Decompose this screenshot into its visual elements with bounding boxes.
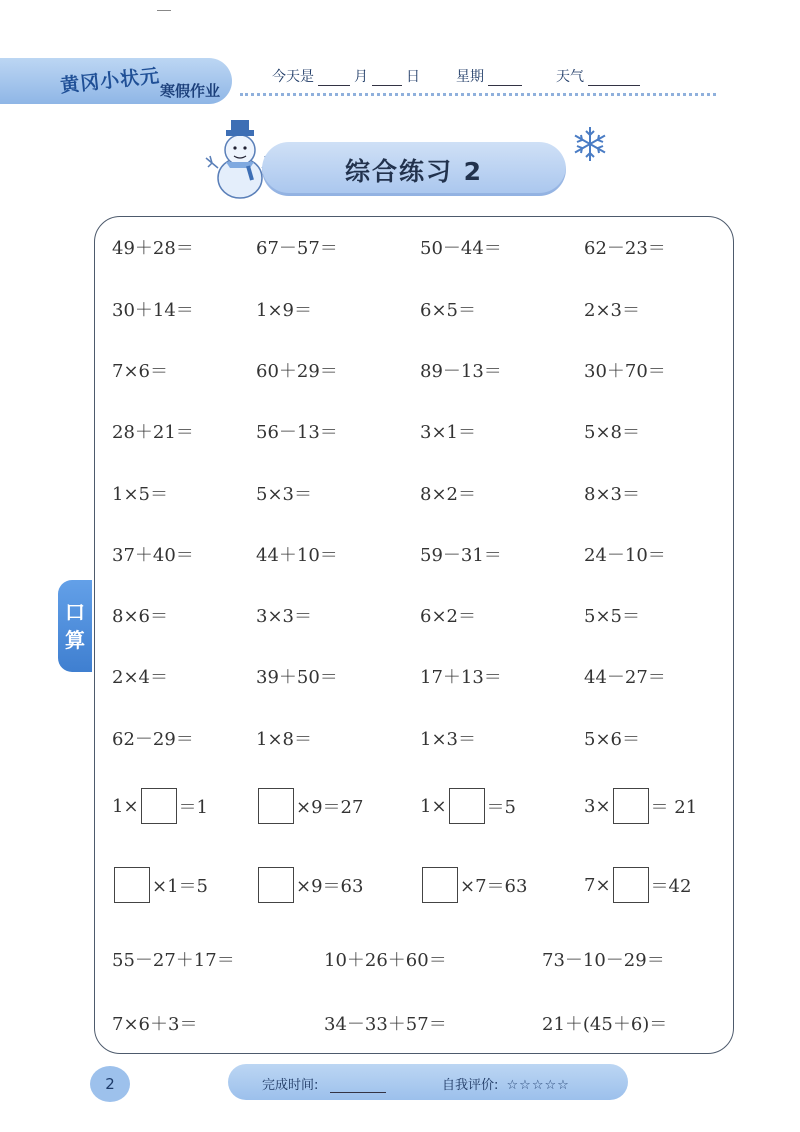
- fill-in-problem: [256, 867, 363, 903]
- answer-box[interactable]: [114, 867, 150, 903]
- problem: 8×6＝: [112, 606, 168, 627]
- fill-in-problem: [584, 788, 697, 824]
- snowflake-icon: [570, 124, 610, 164]
- self-evaluation: [442, 1074, 570, 1093]
- problem: 50－44＝: [420, 238, 502, 259]
- problem: 5×3＝: [256, 484, 312, 505]
- problem-after: ＝5: [486, 797, 516, 818]
- answer-box[interactable]: [613, 867, 649, 903]
- problem: 6×5＝: [420, 300, 476, 321]
- problem: 30＋14＝: [112, 300, 194, 321]
- fill-in-problem: [256, 788, 363, 824]
- completion-time-label: 完成时间:: [262, 1078, 319, 1093]
- completion-time: [262, 1074, 390, 1093]
- problem: 6×2＝: [420, 606, 476, 627]
- subtitle: 寒假作业: [160, 82, 221, 100]
- problem-before: 3×: [584, 795, 611, 817]
- answer-box[interactable]: [613, 788, 649, 824]
- problem: 1×3＝: [420, 729, 476, 750]
- problem: 5×6＝: [584, 729, 640, 750]
- answer-box[interactable]: [422, 867, 458, 903]
- page-title: 综合练习 2: [344, 157, 484, 186]
- page-number: 2: [90, 1066, 130, 1102]
- problem: 1×8＝: [256, 729, 312, 750]
- answer-box[interactable]: [449, 788, 485, 824]
- mixed-problem: 73－10－29＝: [542, 950, 665, 971]
- problem: 67－57＝: [256, 238, 338, 259]
- top-mark: [157, 10, 171, 11]
- weekday-field: [456, 66, 526, 86]
- weekday-label: 星期: [456, 69, 484, 85]
- problem: 89－13＝: [420, 361, 502, 382]
- completion-time-blank[interactable]: [330, 1078, 386, 1093]
- problem-before: 1×: [420, 795, 447, 817]
- problem: 28＋21＝: [112, 422, 194, 443]
- problem: 2×4＝: [112, 667, 168, 688]
- problem: 7×6＝: [112, 361, 168, 382]
- mixed-problem: 55－27＋17＝: [112, 950, 235, 971]
- header-fields: [272, 66, 644, 86]
- answer-box[interactable]: [141, 788, 177, 824]
- problem-after: ＝1: [178, 797, 208, 818]
- fill-in-problem: [420, 788, 516, 824]
- problem: 2×3＝: [584, 300, 640, 321]
- side-tab-char-1: 口: [65, 600, 85, 624]
- weather-blank[interactable]: [588, 71, 640, 86]
- problem: 62－29＝: [112, 729, 194, 750]
- problem-before: 7×: [584, 874, 611, 896]
- problem-before: 1×: [112, 795, 139, 817]
- mixed-problem: 34－33＋57＝: [324, 1014, 447, 1035]
- problem: 44＋10＝: [256, 545, 338, 566]
- fill-in-problem: [112, 788, 208, 824]
- problem: 37＋40＝: [112, 545, 194, 566]
- problem: 8×2＝: [420, 484, 476, 505]
- problem-after: ×7＝63: [460, 876, 528, 897]
- problem: 1×9＝: [256, 300, 312, 321]
- problem: 39＋50＝: [256, 667, 338, 688]
- fill-in-problem: [420, 867, 527, 903]
- answer-box[interactable]: [258, 867, 294, 903]
- problem: 44－27＝: [584, 667, 666, 688]
- mixed-problem: 21＋(45＋6)＝: [542, 1014, 668, 1035]
- problem: 56－13＝: [256, 422, 338, 443]
- problem: 1×5＝: [112, 484, 168, 505]
- fill-in-problem: [584, 867, 691, 903]
- problem-after: ＝42: [650, 876, 692, 897]
- problem: 49＋28＝: [112, 238, 194, 259]
- brand-logo-text: 黄冈小状元: [59, 64, 162, 98]
- month-blank[interactable]: [318, 71, 350, 86]
- weekday-blank[interactable]: [488, 71, 522, 86]
- rating-stars[interactable]: ☆☆☆☆☆: [506, 1078, 570, 1093]
- day-blank[interactable]: [372, 71, 402, 86]
- date-label: 今天是: [272, 69, 314, 85]
- mixed-problem: 7×6＋3＝: [112, 1014, 198, 1035]
- problem: 62－23＝: [584, 238, 666, 259]
- problem: 8×3＝: [584, 484, 640, 505]
- answer-box[interactable]: [258, 788, 294, 824]
- side-tab-char-2: 算: [65, 628, 85, 652]
- day-label: 日: [406, 69, 420, 85]
- problem: 30＋70＝: [584, 361, 666, 382]
- header-dotted-line: [240, 93, 716, 96]
- problem: 59－31＝: [420, 545, 502, 566]
- problem: 24－10＝: [584, 545, 666, 566]
- problem: 5×5＝: [584, 606, 640, 627]
- problem: 5×8＝: [584, 422, 640, 443]
- problem-after: ×9＝27: [296, 797, 364, 818]
- date-field: [272, 66, 420, 86]
- self-evaluation-label: 自我评价:: [442, 1078, 499, 1093]
- problem-after: ×1＝5: [152, 876, 208, 897]
- mixed-problem: 10＋26＋60＝: [324, 950, 447, 971]
- fill-in-problem: [112, 867, 208, 903]
- side-tab-oral-calc: [58, 580, 92, 672]
- month-label: 月: [354, 69, 368, 85]
- weather-field: [556, 66, 644, 86]
- problem-after: ＝ 21: [650, 797, 698, 818]
- weather-label: 天气: [556, 69, 584, 85]
- problem-after: ×9＝63: [296, 876, 364, 897]
- problem: 3×3＝: [256, 606, 312, 627]
- problem: 60＋29＝: [256, 361, 338, 382]
- exercise-panel: [94, 216, 734, 1054]
- problem: 17＋13＝: [420, 667, 502, 688]
- problem: 3×1＝: [420, 422, 476, 443]
